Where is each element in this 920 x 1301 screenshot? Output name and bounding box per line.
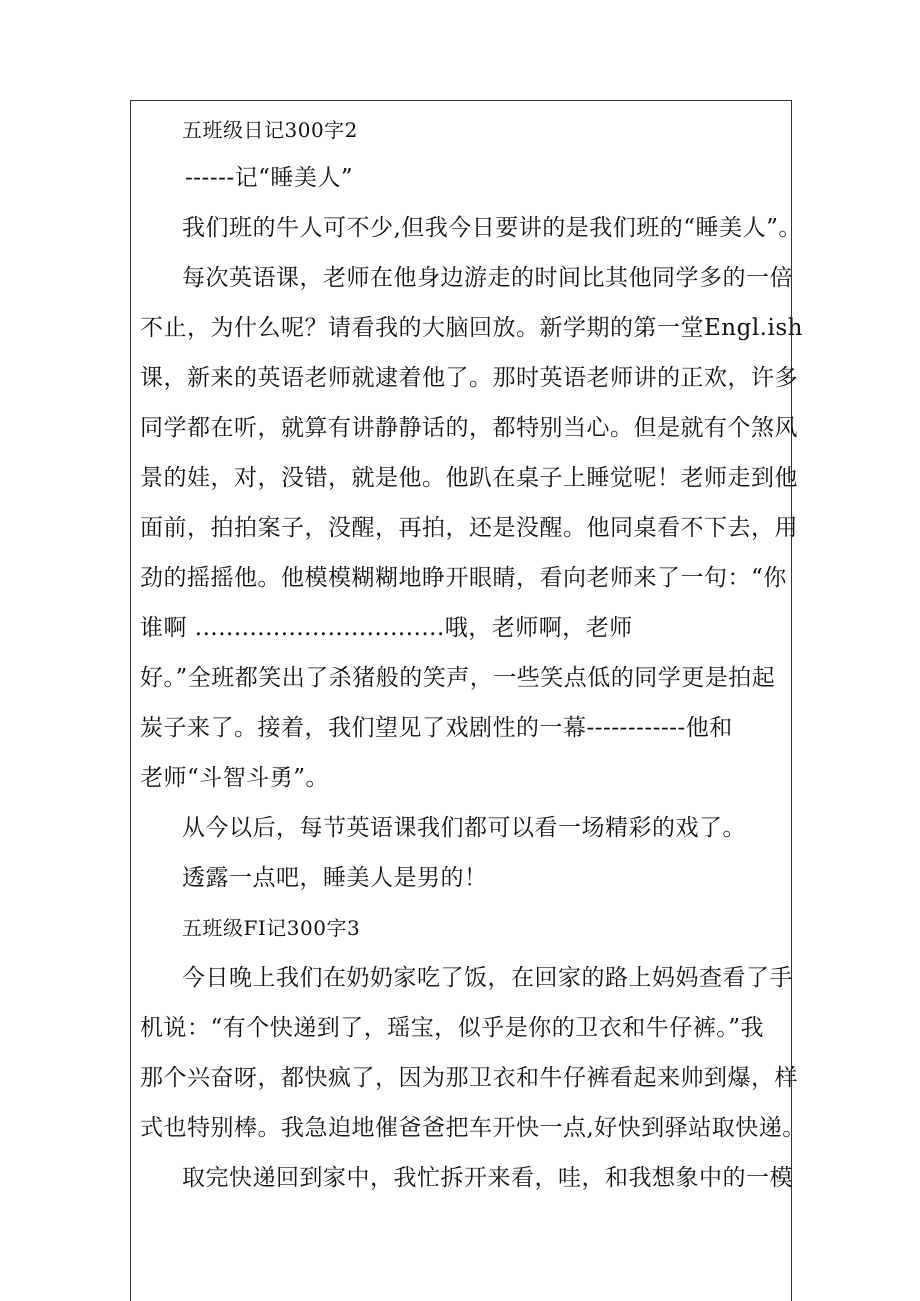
paragraph-line: 今日晚上我们在奶奶家吃了饭，在回家的路上妈妈查看了手 [182, 965, 793, 991]
paragraph-line: 那个兴奋呀，都快疯了，因为那卫衣和牛仔裤看起来帅到爆，样 [140, 1065, 798, 1091]
paragraph-line: 从今以后，每节英语课我们都可以看一场精彩的戏了。 [182, 815, 746, 841]
paragraph-line: 课，新来的英语老师就逮着他了。那时英语老师讲的正欢，许多 [140, 365, 798, 391]
paragraph-line: 面前，拍拍案子，没醒，再拍，还是没醒。他同桌看不下去，用 [140, 515, 798, 541]
paragraph-line: 景的娃，对，没错，就是他。他趴在桌子上睡觉呢！老师走到他 [140, 465, 798, 491]
paragraph-line: 好。”全班都笑出了杀猪般的笑声，一些笑点低的同学更是拍起 [140, 665, 776, 691]
paragraph-line: 式也特别棒。我急迫地催爸爸把车开快一点,好快到驿站取快递。 [140, 1115, 806, 1141]
diary-title-3: 五班级FI记300字3 [182, 916, 361, 940]
paragraph-line: 机说：“有个快递到了，瑶宝，似乎是你的卫衣和牛仔裤。”我 [140, 1015, 765, 1041]
diary-subtitle: ------记“睡美人” [185, 165, 354, 191]
paragraph-line: 同学都在听，就算有讲静静话的，都特别当心。但是就有个煞风 [140, 415, 798, 441]
paragraph-line: 每次英语课，老师在他身边游走的时间比其他同学多的一倍 [182, 265, 793, 291]
paragraph-line: 劲的摇摇他。他模模糊糊地睁开眼睛，看向老师来了一句：“你 [140, 565, 787, 591]
paragraph-line: 不止，为什么呢？请看我的大脑回放。新学期的第一堂Engl.ish [140, 315, 803, 341]
paragraph-line: 老师“斗智斗勇”。 [140, 765, 330, 791]
paragraph-line: 我们班的牛人可不少,但我今日要讲的是我们班的“睡美人”。 [182, 215, 802, 241]
diary-title-2: 五班级日记300字2 [182, 118, 358, 142]
paragraph-line: 炭子来了。接着，我们望见了戏剧性的一幕------------他和 [140, 715, 733, 741]
paragraph-line: 取完快递回到家中，我忙拆开来看，哇，和我想象中的一模 [182, 1165, 793, 1191]
paragraph-line: 谁啊 ................................哦，老师啊，老师 [140, 615, 633, 641]
paragraph-line: 透露一点吧，睡美人是男的！ [182, 865, 488, 891]
